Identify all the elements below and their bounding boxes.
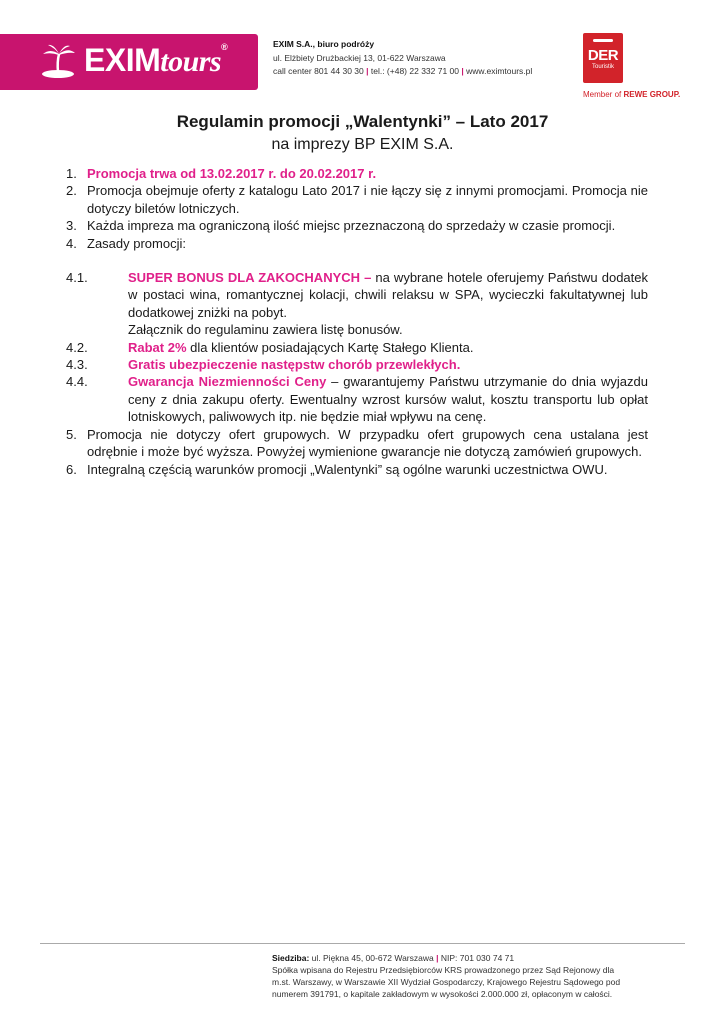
regulations-list — [66, 165, 648, 478]
eximtours-logo — [0, 34, 258, 90]
footer — [272, 952, 682, 1000]
sub-list-item: 4.1. SUPER BONUS DLA ZAKOCHANYCH – na wybrane hotele oferujemy Państwu dodatek w postaci wina, romantycznej kolacji, chwili relaksu w SPA, wycieczki fakultatywnej lub dodatkowej zniżki na pobyt. Załącznik do regulaminu zawiera listę bonusów. — [66, 270, 648, 338]
footer-registry-line: Spółka wpisana do Rejestru Przedsiębiorców KRS prowadzonego przez Sąd Rejonowy dla — [272, 965, 615, 975]
logo-wordmark: EXIMtours® — [84, 42, 228, 78]
document-subtitle: na imprezy BP EXIM S.A. — [271, 136, 454, 153]
der-touristik-logo: DER Touristik — [583, 33, 623, 83]
document-title: Regulamin promocji „Walentynki” – Lato 2017 — [176, 112, 549, 131]
list-item: 2. Promocja obejmuje oferty z katalogu Lato 2017 i nie łączy się z innymi promocjami. Promocja nie dotyczy biletów lotniczych. — [66, 183, 648, 216]
sub-list-item: 4.3. Gratis ubezpieczenie następstw chorób przewlekłych. — [66, 357, 461, 373]
member-of-rewe: Member of REWE GROUP. — [583, 90, 681, 99]
footer-seat: Siedziba: ul. Piękna 45, 00-672 Warszawa | NIP: 701 030 74 71 — [272, 953, 515, 963]
list-item: 5. Promocja nie dotyczy ofert grupowych. W przypadku ofert grupowych cena ustalana jest odrębnie i może być wyższa. Powyżej wymienione gwarancje nie dotyczą zamówień grupowych. — [66, 426, 648, 460]
footer-registry-line: m.st. Warszawy, w Warszawie XII Wydział Gospodarczy, Krajowego Rejestru Sądowego pod — [272, 977, 621, 987]
palm-tree-icon — [38, 42, 78, 82]
company-contact: call center 801 44 30 30 | tel.: (+48) 22 332 71 00 | www.eximtours.pl — [273, 66, 533, 76]
company-name: EXIM S.A., biuro podróży — [273, 39, 375, 49]
footer-registry-line: numerem 391791, o kapitale zakładowym w wysokości 2.000.000 zł, opłaconym w całości. — [272, 989, 613, 999]
company-info — [273, 38, 532, 79]
list-item: 4. Zasady promocji: — [66, 235, 186, 251]
company-address: ul. Elżbiety Drużbackiej 13, 01-622 Warszawa — [273, 52, 446, 63]
footer-divider — [40, 943, 685, 944]
sub-list-item: 4.2. Rabat 2% dla klientów posiadających Kartę Stałego Klienta. — [66, 339, 474, 355]
sub-list-item: 4.4. Gwarancja Niezmienności Ceny – gwarantujemy Państwu utrzymanie do dnia wyjazdu ceny z dnia zakupu oferty. Ewentualny wzrost kursów walut, kosztu transportu lub opłat lotniskowych, paliwowych itp. nie będzie miał wpływu na cenę. — [66, 374, 648, 425]
letterhead — [0, 0, 725, 110]
list-item: 3. Każda impreza ma ograniczoną ilość miejsc przeznaczoną do sprzedaży w czasie promocji. — [66, 218, 616, 234]
list-item: 1. Promocja trwa od 13.02.2017 r. do 20.02.2017 r. — [66, 166, 377, 181]
list-item: 6. Integralną częścią warunków promocji „Walentynki” są ogólne warunki uczestnictwa OWU. — [66, 461, 608, 477]
